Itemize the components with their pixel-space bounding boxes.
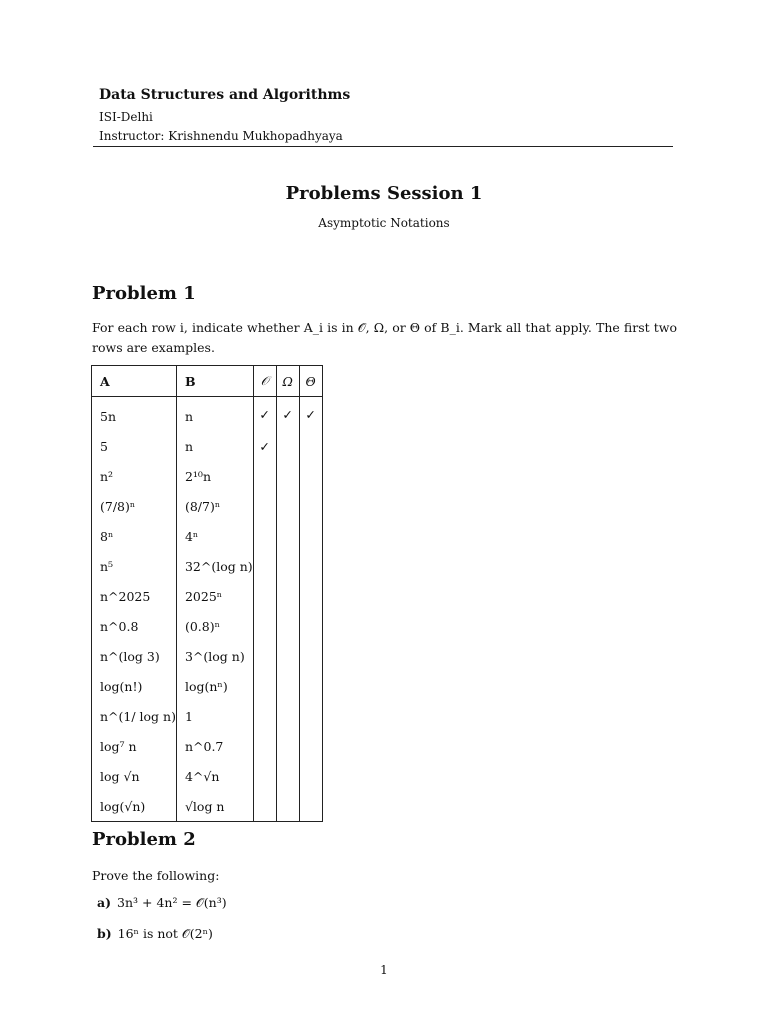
cell-bigo-mark [253,701,276,731]
table-row [92,431,323,461]
problem2-heading: Problem 2 [92,829,196,850]
cell-b: 4ⁿ [176,521,253,551]
cell-omega-mark [276,431,299,461]
cell-theta-mark [299,581,322,611]
cell-theta-mark [299,761,322,791]
cell-theta-mark [299,521,322,551]
cell-a: log √n [92,761,177,791]
cell-a: n^(log 3) [92,641,177,671]
cell-omega-mark [276,641,299,671]
cell-b: (0.8)ⁿ [176,611,253,641]
cell-a: 8ⁿ [92,521,177,551]
cell-theta-mark [299,611,322,641]
column-header-b: B [176,366,253,397]
cell-b: log(nⁿ) [176,671,253,701]
cell-a: n^(1/ log n) [92,701,177,731]
problem2-item-a [97,895,227,911]
cell-theta-mark [299,791,322,822]
cell-a: 5n [92,397,177,432]
item-text: 3n³ + 4n² = 𝒪(n³) [117,895,227,910]
cell-omega-mark [276,791,299,822]
cell-bigo-mark [253,611,276,641]
cell-theta-mark [299,731,322,761]
cell-theta-mark [299,431,322,461]
cell-omega-mark: ✓ [276,397,299,432]
cell-theta-mark [299,461,322,491]
cell-theta-mark [299,551,322,581]
table-row [92,491,323,521]
cell-a: 5 [92,431,177,461]
table-row [92,397,323,432]
cell-a: log(n!) [92,671,177,701]
cell-a: log(√n) [92,791,177,822]
problem2-item-b [97,926,213,942]
cell-a: n^0.8 [92,611,177,641]
table-row [92,521,323,551]
cell-bigo-mark [253,761,276,791]
cell-omega-mark [276,491,299,521]
course-title: Data Structures and Algorithms [99,87,351,103]
cell-theta-mark [299,641,322,671]
problem2-intro: Prove the following: [92,868,220,883]
table-row [92,791,323,822]
table-row [92,551,323,581]
cell-bigo-mark: ✓ [253,397,276,432]
cell-a: n^2025 [92,581,177,611]
cell-bigo-mark [253,671,276,701]
institute: ISI-Delhi [99,110,153,124]
cell-a: n⁵ [92,551,177,581]
table-row [92,461,323,491]
cell-theta-mark [299,491,322,521]
table-row [92,701,323,731]
cell-b: n [176,431,253,461]
instructor: Instructor: Krishnendu Mukhopadhyaya [99,129,343,143]
cell-bigo-mark: ✓ [253,431,276,461]
cell-theta-mark: ✓ [299,397,322,432]
course-header [99,86,350,146]
cell-a: (7/8)ⁿ [92,491,177,521]
column-header-bigo: 𝒪 [253,366,276,397]
table-row [92,611,323,641]
cell-omega-mark [276,611,299,641]
cell-bigo-mark [253,461,276,491]
cell-omega-mark [276,731,299,761]
problem1-heading: Problem 1 [92,283,196,304]
cell-b: 3^(log n) [176,641,253,671]
cell-omega-mark [276,671,299,701]
item-label: a) [97,895,112,910]
table-row [92,641,323,671]
cell-bigo-mark [253,491,276,521]
document-title: Problems Session 1 [285,183,483,204]
cell-b: √log n [176,791,253,822]
header-rule [93,146,673,147]
cell-b: n [176,397,253,432]
cell-b: n^0.7 [176,731,253,761]
table-header-row [92,366,323,397]
cell-a: n² [92,461,177,491]
problem1-intro: For each row i, indicate whether A_i is in 𝒪, Ω, or Θ of B_i. Mark all that apply. The first two rows are examples. [92,320,677,355]
table-row [92,731,323,761]
cell-omega-mark [276,521,299,551]
column-header-omega: Ω [276,366,299,397]
cell-b: 2025ⁿ [176,581,253,611]
asymptotic-table [91,365,323,822]
cell-omega-mark [276,581,299,611]
item-label: b) [97,926,112,941]
cell-omega-mark [276,551,299,581]
item-text: 16ⁿ is not 𝒪(2ⁿ) [117,926,213,941]
cell-bigo-mark [253,731,276,761]
column-header-theta: Θ [299,366,322,397]
cell-a: log⁷ n [92,731,177,761]
cell-theta-mark [299,701,322,731]
cell-omega-mark [276,461,299,491]
cell-b: 1 [176,701,253,731]
cell-b: 2¹⁰n [176,461,253,491]
table-row [92,761,323,791]
table-row [92,671,323,701]
table-row [92,581,323,611]
page-number: 1 [380,963,388,977]
cell-b: (8/7)ⁿ [176,491,253,521]
cell-bigo-mark [253,641,276,671]
table-body [92,397,323,822]
cell-b: 32^(log n) [176,551,253,581]
cell-omega-mark [276,701,299,731]
cell-b: 4^√n [176,761,253,791]
cell-theta-mark [299,671,322,701]
column-header-a: A [92,366,177,397]
document-subtitle: Asymptotic Notations [318,216,450,230]
cell-bigo-mark [253,581,276,611]
cell-omega-mark [276,761,299,791]
cell-bigo-mark [253,551,276,581]
cell-bigo-mark [253,521,276,551]
cell-bigo-mark [253,791,276,822]
